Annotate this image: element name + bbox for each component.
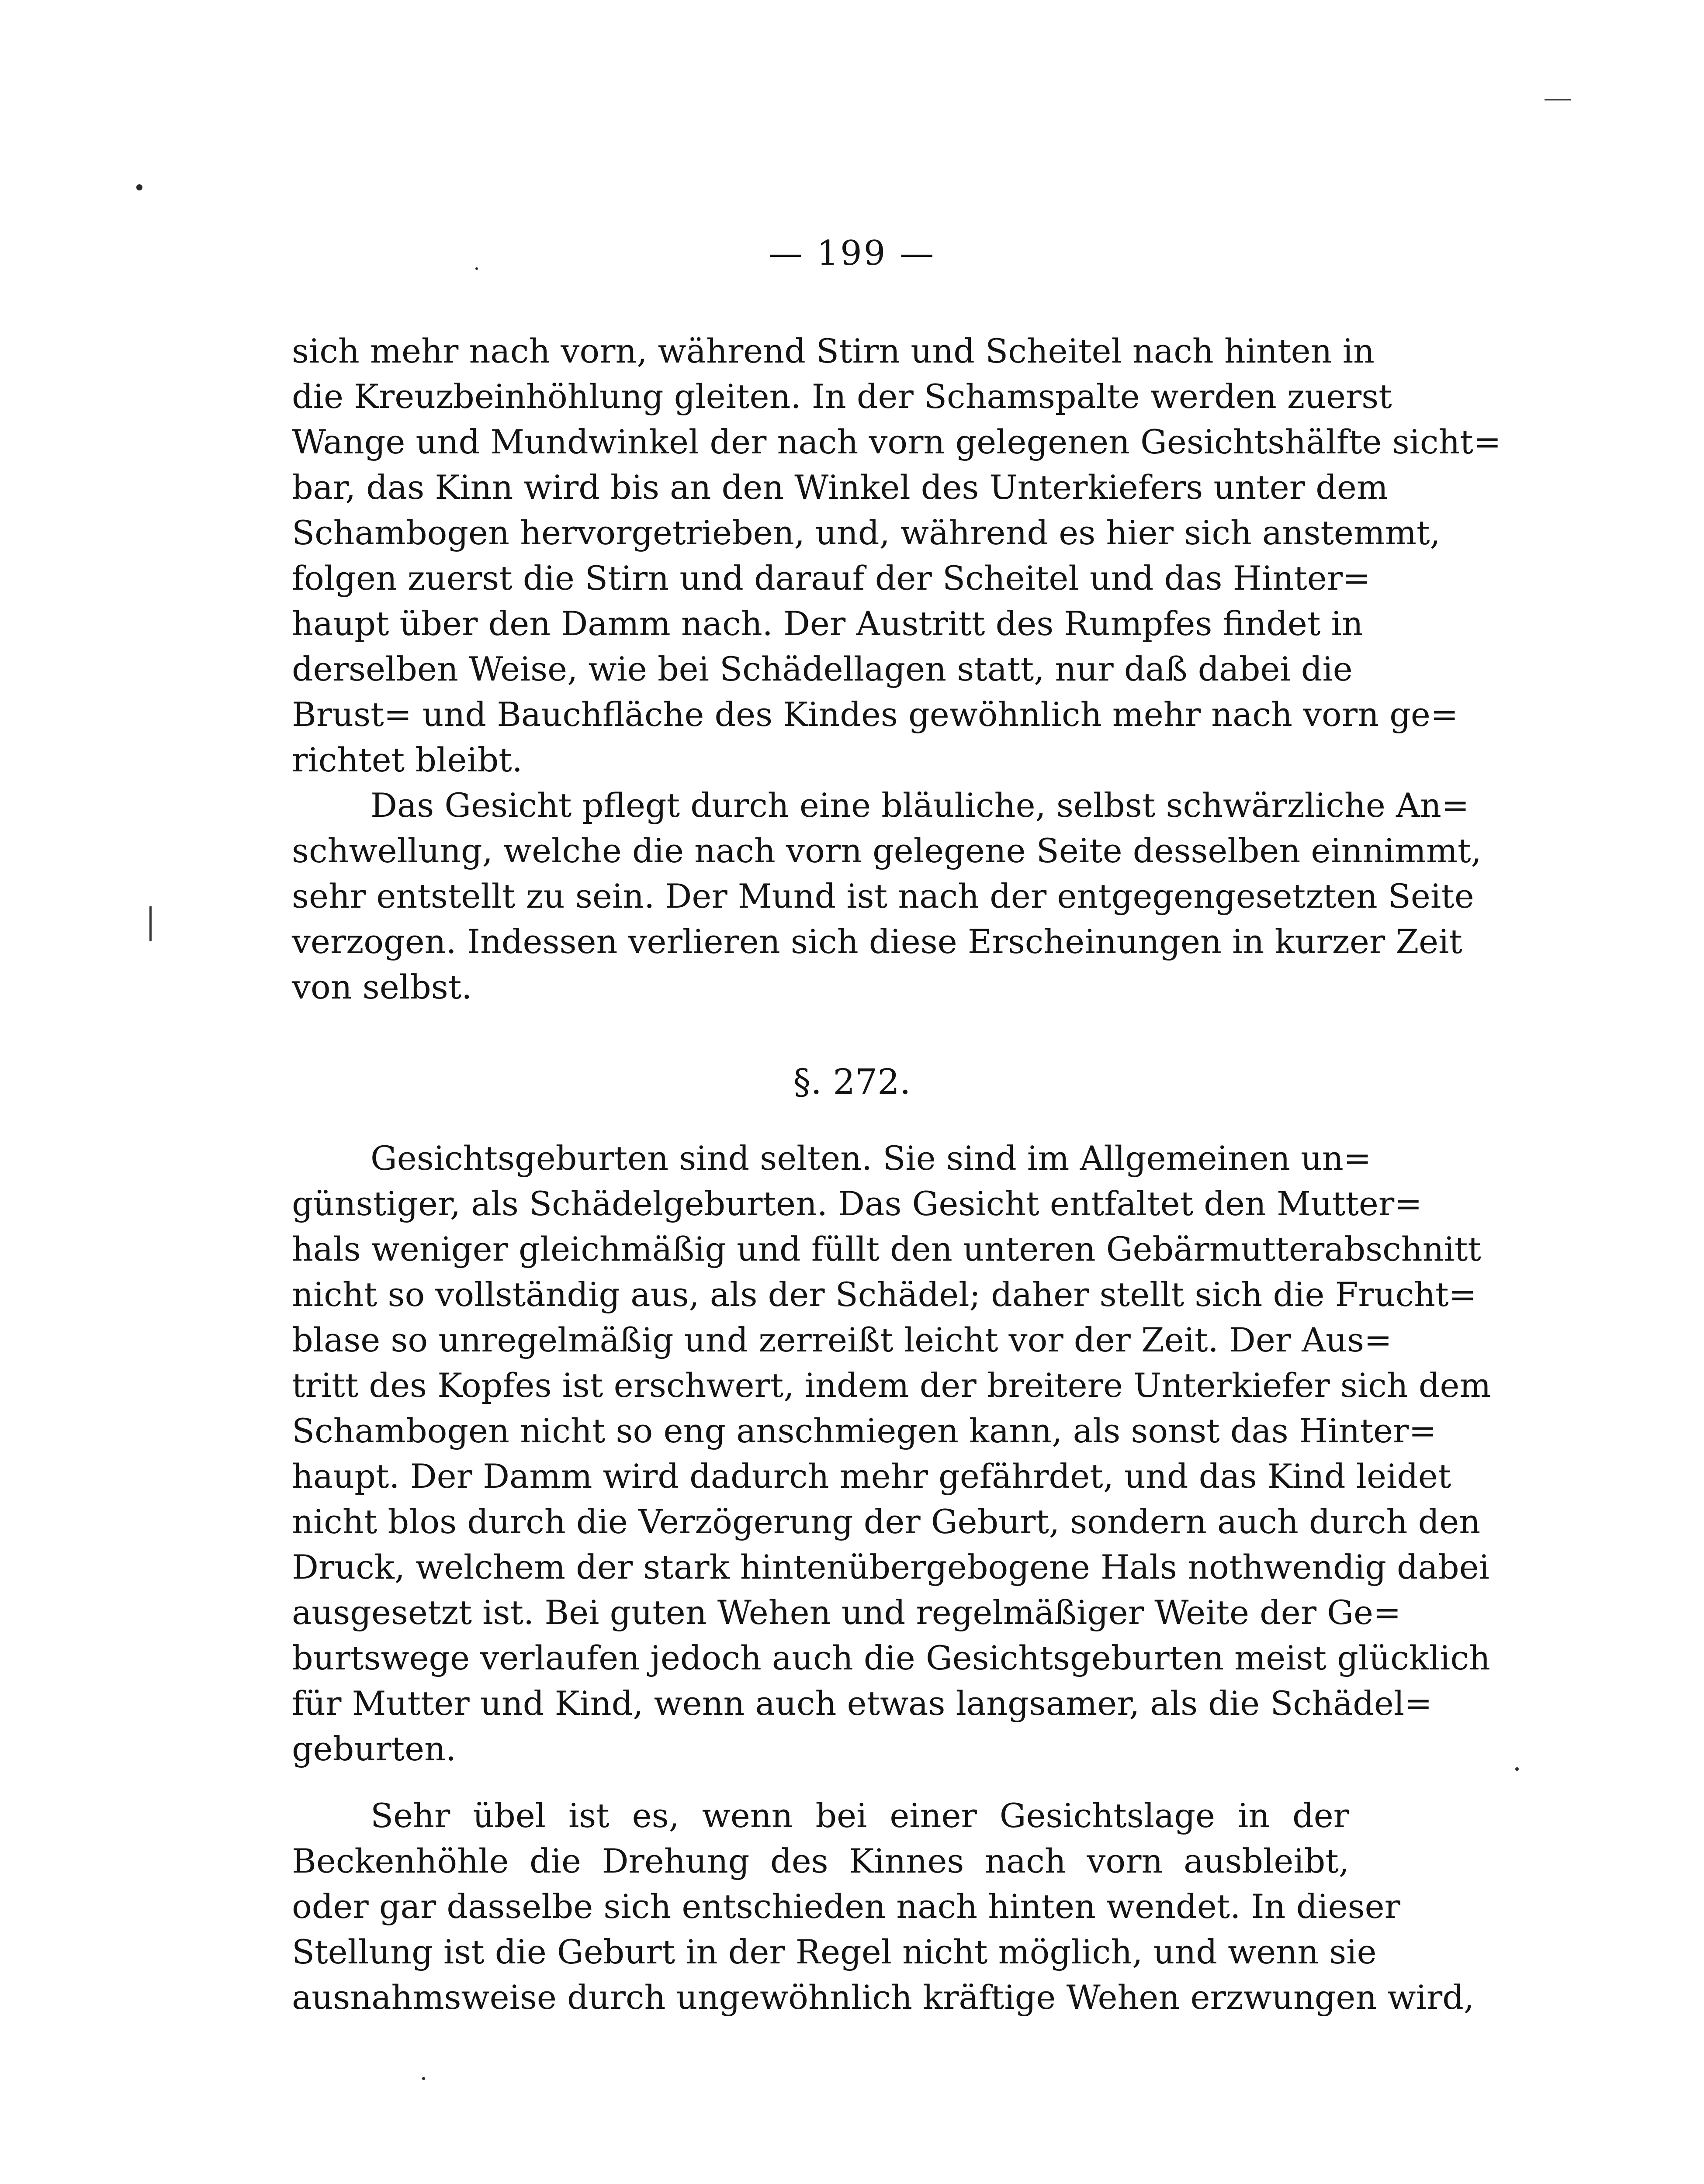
text-line: haupt. Der Damm wird dadurch mehr gefährdet, und das Kind leidet [292,1457,1451,1496]
text-line: Sehr übel ist es, wenn bei einer Gesichtslage in der [371,1796,1349,1835]
text-line: für Mutter und Kind, wenn auch etwas langsamer, als die Schädel= [292,1684,1432,1723]
scan-speck [136,184,142,190]
text-line: hals weniger gleichmäßig und füllt den unteren Gebärmutterabschnitt [292,1230,1481,1268]
paragraph-face-swelling [292,783,1482,1010]
scan-speck [422,2077,425,2080]
margin-mark [149,906,152,941]
text-line: geburten. [292,1729,457,1768]
text-line: nicht so vollständig aus, als der Schädel; daher stellt sich die Frucht= [292,1275,1477,1314]
text-line: günstiger, als Schädelgeburten. Das Gesicht entfaltet den Mutter= [292,1184,1422,1223]
section-heading: §. 272. [793,1061,911,1102]
scan-speck [1515,1767,1519,1771]
paragraph-face-births [292,1136,1491,1772]
text-line: Stellung ist die Geburt in der Regel nicht möglich, und wenn sie [292,1932,1377,1971]
text-line: richtet bleibt. [292,740,523,779]
text-line: Brust= und Bauchfläche des Kindes gewöhnlich mehr nach vorn ge= [292,695,1458,734]
text-line: Beckenhöhle die Drehung des Kinnes nach vorn ausbleibt, [292,1842,1349,1880]
text-line: verzogen. Indessen verlieren sich diese Erscheinungen in kurzer Zeit [292,922,1462,961]
text-line: folgen zuerst die Stirn und darauf der Scheitel und das Hinter= [292,559,1371,598]
text-line: tritt des Kopfes ist erschwert, indem der breitere Unterkiefer sich dem [292,1366,1491,1405]
text-line: Schambogen hervorgetrieben, und, während es hier sich anstemmt, [292,513,1441,552]
text-line: burtswege verlaufen jedoch auch die Gesichtsgeburten meist glücklich [292,1638,1490,1677]
page-number: — 199 — [768,234,936,273]
text-line: Schambogen nicht so eng anschmiegen kann, als sonst das Hinter= [292,1411,1437,1450]
text-line: oder gar dasselbe sich entschieden nach hinten wendet. In dieser [292,1887,1400,1926]
text-line: die Kreuzbeinhöhlung gleiten. In der Schamspalte werden zuerst [292,377,1392,416]
text-line: von selbst. [292,968,472,1006]
text-line: derselben Weise, wie bei Schädellagen statt, nur daß dabei die [292,650,1353,688]
text-line: blase so unregelmäßig und zerreißt leicht vor der Zeit. Der Aus= [292,1320,1392,1359]
text-line: Wange und Mundwinkel der nach vorn gelegenen Gesichtshälfte sicht= [292,422,1501,461]
text-line: ausnahmsweise durch ungewöhnlich kräftige Wehen erzwungen wird, [292,1978,1475,2017]
text-line: bar, das Kinn wird bis an den Winkel des Unterkiefers unter dem [292,468,1388,507]
text-line: sehr entstellt zu sein. Der Mund ist nach der entgegengesetzten Seite [292,877,1474,916]
paragraph-chin-rotation [292,1793,1475,2020]
scan-edge-mark [1545,99,1571,100]
text-line: schwellung, welche die nach vorn gelegene Seite desselben einnimmt, [292,831,1482,870]
text-line: nicht blos durch die Verzögerung der Geburt, sondern auch durch den [292,1502,1481,1541]
text-line: Druck, welchem der stark hintenübergebogene Hals nothwendig dabei [292,1548,1489,1586]
text-line: Gesichtsgeburten sind selten. Sie sind im Allgemeinen un= [371,1139,1372,1178]
text-line: haupt über den Damm nach. Der Austritt des Rumpfes findet in [292,604,1363,643]
text-line: Das Gesicht pflegt durch eine bläuliche, selbst schwärzliche An= [371,786,1469,825]
paragraph-continuation [292,328,1501,783]
text-line: ausgesetzt ist. Bei guten Wehen und regelmäßiger Weite der Ge= [292,1593,1401,1632]
text-line: sich mehr nach vorn, während Stirn und Scheitel nach hinten in [292,332,1375,370]
